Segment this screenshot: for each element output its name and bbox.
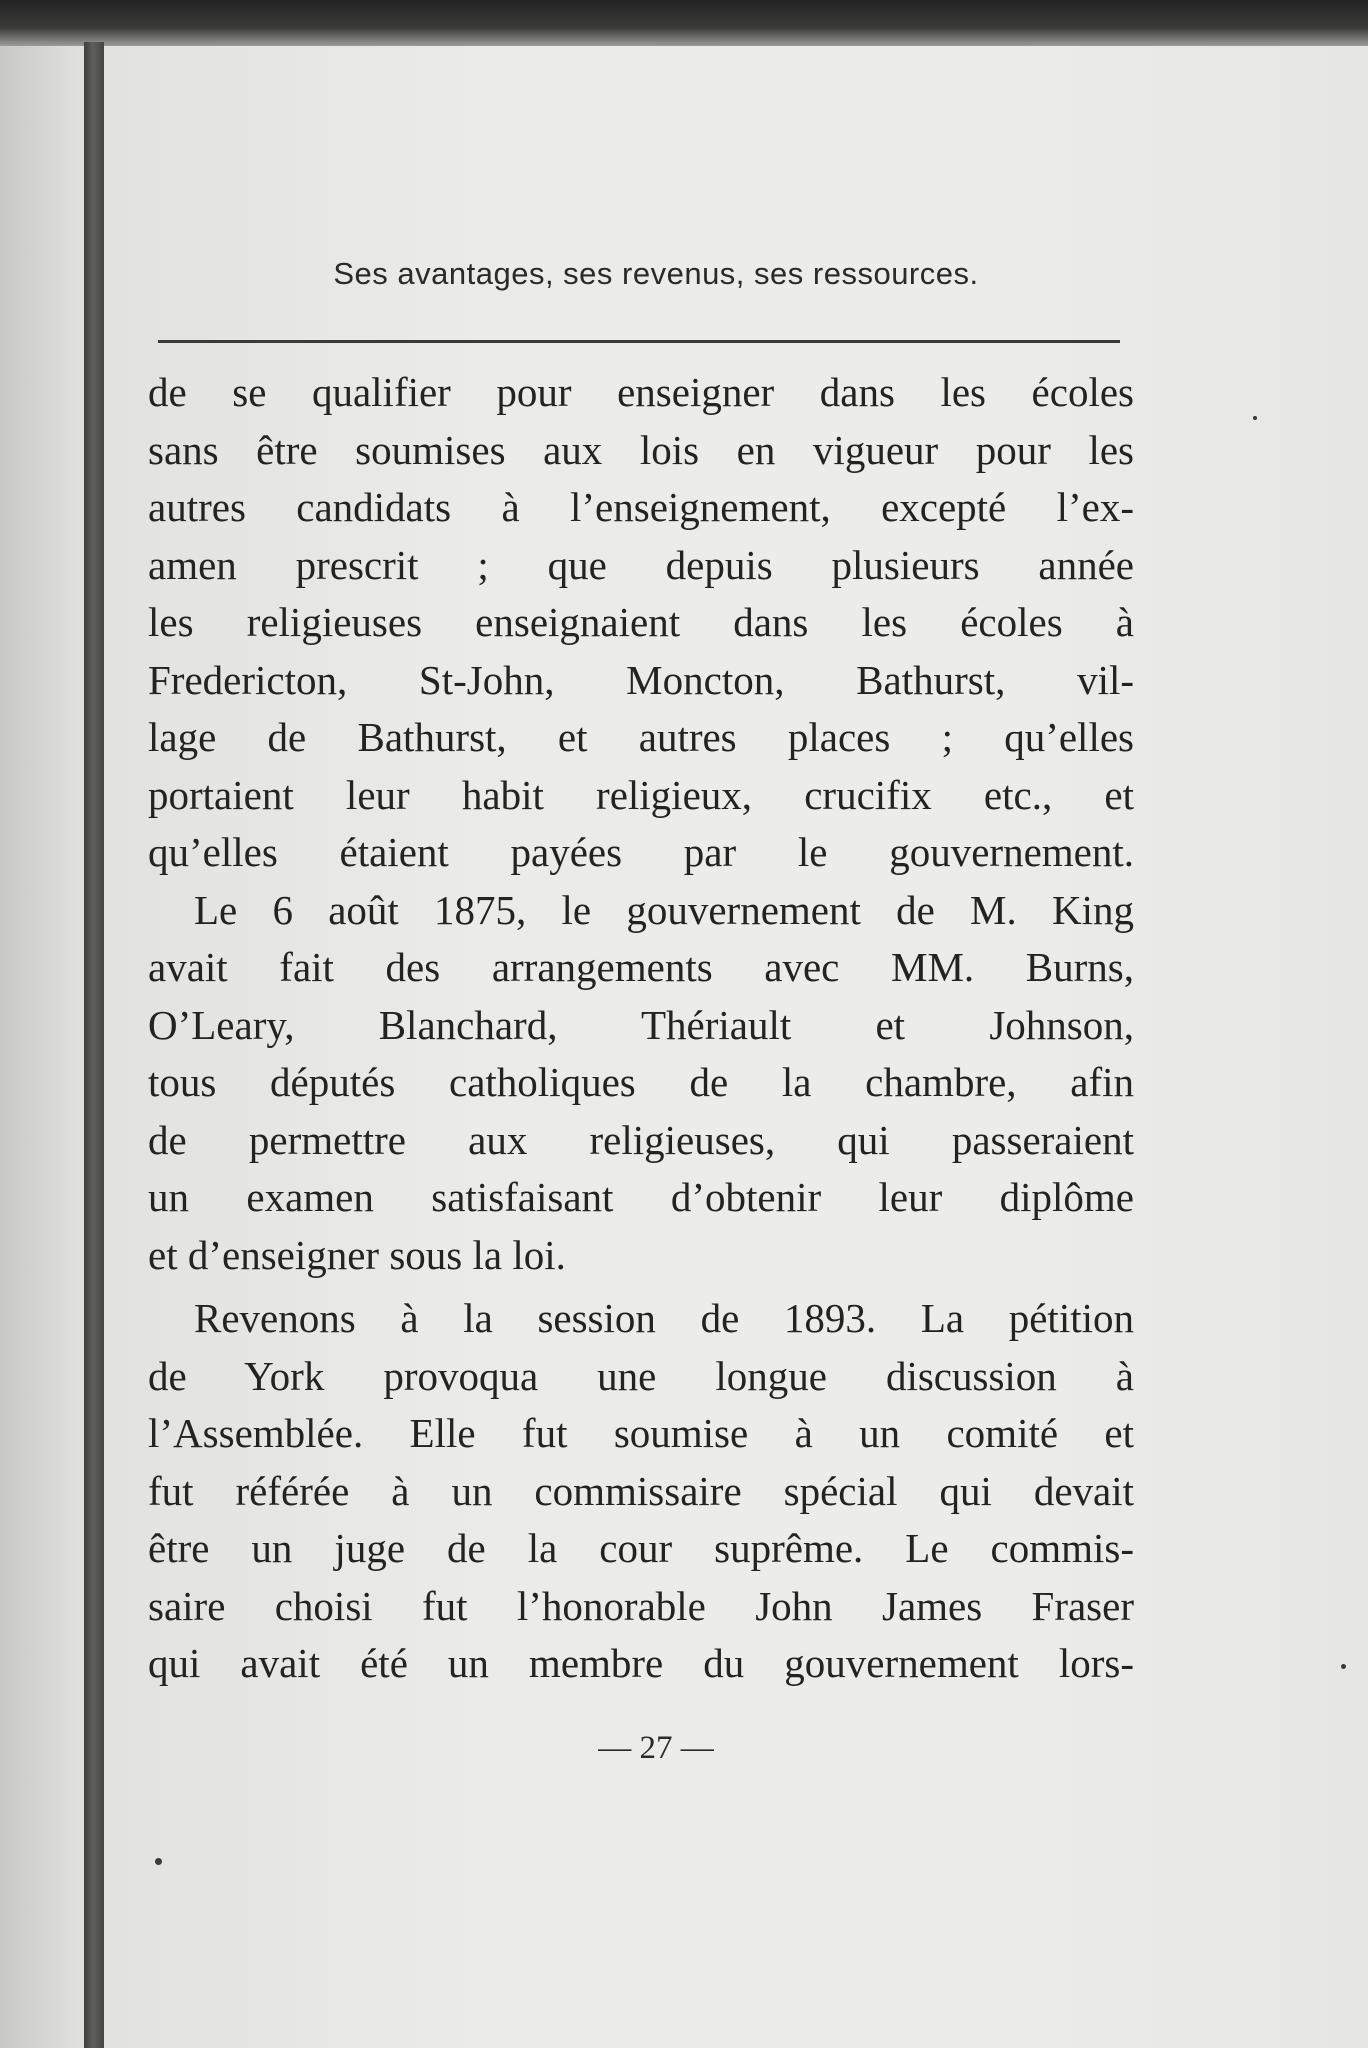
paragraph-2	[148, 882, 1134, 1285]
text-line: avait fait des arrangements avec MM. Burns,	[148, 944, 1134, 990]
running-head: Ses avantages, ses revenus, ses ressources.	[333, 256, 979, 291]
text-line: de York provoqua une longue discussion à	[148, 1352, 1134, 1399]
paragraph-1	[148, 364, 1134, 882]
text-line: qui avait été un membre du gouvernement lors-	[148, 1640, 1134, 1686]
text-line: de se qualifier pour enseigner dans les écoles	[148, 369, 1134, 415]
dust-speck	[1341, 1664, 1346, 1669]
text-line: tous députés catholiques de la chambre, afin	[148, 1059, 1134, 1105]
text-line: sans être soumises aux lois en vigueur pour les	[148, 426, 1134, 473]
text-line: fut référée à un commissaire spécial qui devait	[148, 1467, 1134, 1514]
text-line: lage de Bathurst, et autres places ; qu’elles	[148, 714, 1134, 760]
paragraph-3	[148, 1290, 1134, 1693]
scan-top-shadow	[0, 0, 1368, 46]
text-line: autres candidats à l’enseignement, excepté l’ex-	[148, 484, 1134, 530]
text-line: qu’elles étaient payées par le gouvernement.	[148, 829, 1134, 875]
text-line: saire choisi fut l’honorable John James Fraser	[148, 1582, 1134, 1629]
dust-speck	[155, 1858, 162, 1865]
book-spine	[84, 42, 104, 2048]
text-line: Le 6 août 1875, le gouvernement de M. King	[194, 886, 1134, 933]
header-rule	[158, 340, 1120, 343]
text-line: l’Assemblée. Elle fut soumise à un comité et	[148, 1410, 1134, 1456]
text-line: amen prescrit ; que depuis plusieurs année	[148, 541, 1134, 588]
page-number: — 27 —	[598, 1730, 714, 1766]
text-line: et d’enseigner sous la loi.	[148, 1231, 566, 1278]
text-line: un examen satisfaisant d’obtenir leur diplôme	[148, 1174, 1134, 1220]
text-line: O’Leary, Blanchard, Thériault et Johnson,	[148, 1001, 1134, 1048]
text-line: de permettre aux religieuses, qui passeraient	[148, 1116, 1134, 1163]
dust-speck	[1253, 416, 1257, 420]
text-line: Revenons à la session de 1893. La pétition	[194, 1295, 1134, 1341]
text-line: portaient leur habit religieux, crucifix etc., et	[148, 771, 1134, 818]
body-text	[148, 364, 1134, 1693]
text-line: Fredericton, St-John, Moncton, Bathurst, vil-	[148, 656, 1134, 703]
text-line: les religieuses enseignaient dans les écoles à	[148, 599, 1134, 645]
previous-page-edge	[0, 0, 80, 2048]
text-line: être un juge de la cour suprême. Le commis-	[148, 1525, 1134, 1571]
